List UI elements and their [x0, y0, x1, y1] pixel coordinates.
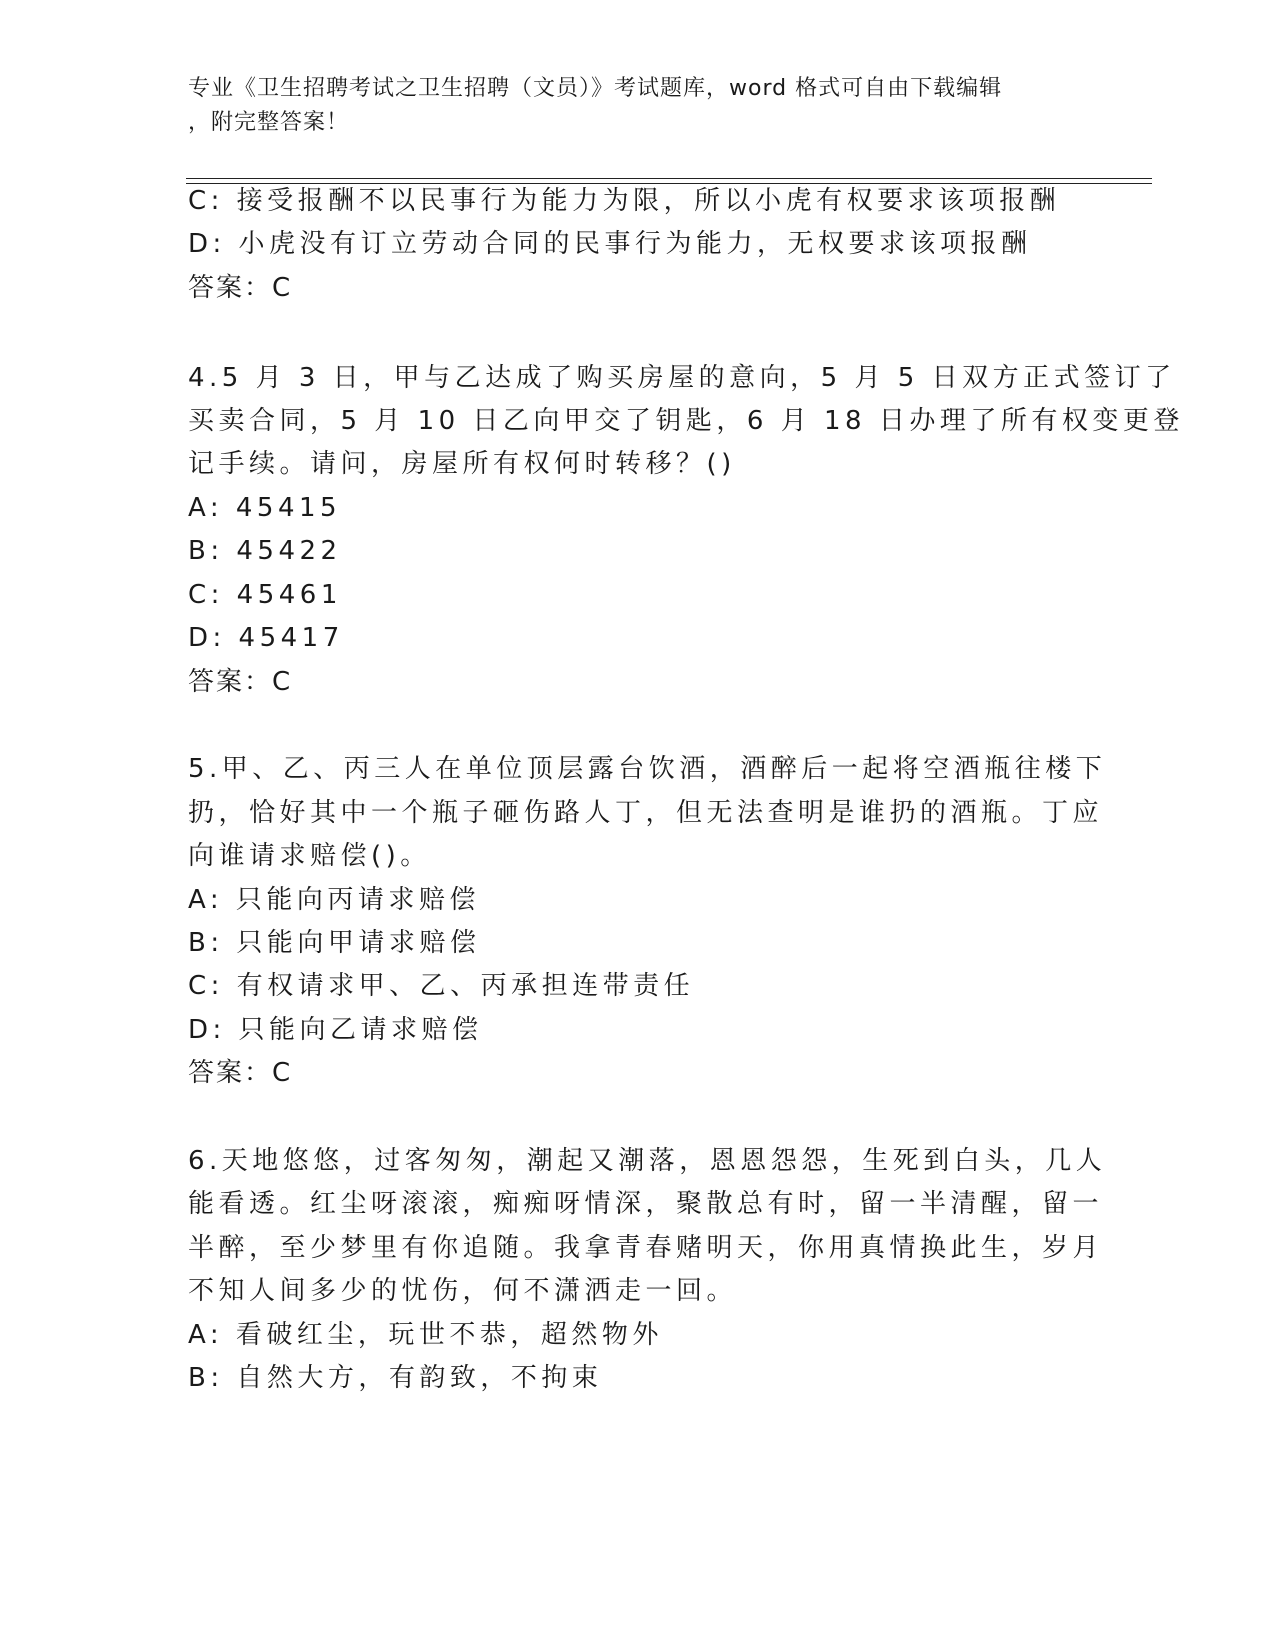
q5-option-d: D: 只能向乙请求赔偿 — [188, 1015, 483, 1045]
q4-option-b: B: 45422 — [188, 536, 342, 566]
prev-question-option-c: C: 接受报酬不以民事行为能力为限，所以小虎有权要求该项报酬 — [188, 186, 1061, 216]
header-divider-top — [186, 178, 1152, 179]
prev-question-option-d: D: 小虎没有订立劳动合同的民事行为能力，无权要求该项报酬 — [188, 229, 1032, 259]
q5-option-c: C: 有权请求甲、乙、丙承担连带责任 — [188, 971, 695, 1001]
document-header — [188, 72, 1068, 140]
q5-stem-line-2: 扔，恰好其中一个瓶子砸伤路人丁，但无法查明是谁扔的酒瓶。丁应 — [188, 798, 1104, 828]
q5-stem-line-3: 向谁请求赔偿()。 — [188, 841, 431, 871]
q6-stem-line-3: 半醉，至少梦里有你追随。我拿青春赌明天，你用真情换此生，岁月 — [188, 1233, 1104, 1263]
q4-stem-line-2: 买卖合同，5 月 10 日乙向甲交了钥匙，6 月 18 日办理了所有权变更登 — [188, 406, 1184, 436]
header-line-2: ，附完整答案！ — [188, 110, 350, 135]
q6-option-b: B: 自然大方，有韵致，不拘束 — [188, 1363, 603, 1393]
q4-option-d: D: 45417 — [188, 623, 344, 653]
q6-stem-line-2: 能看透。红尘呀滚滚，痴痴呀情深，聚散总有时，留一半清醒，留一 — [188, 1189, 1104, 1219]
q4-option-a: A: 45415 — [188, 493, 342, 523]
q4-answer: 答案：C — [188, 667, 293, 697]
q6-stem-line-4: 不知人间多少的忧伤，何不潇洒走一回。 — [188, 1276, 738, 1306]
prev-question-answer: 答案：C — [188, 273, 293, 303]
q5-option-a: A: 只能向丙请求赔偿 — [188, 885, 480, 915]
q5-option-b: B: 只能向甲请求赔偿 — [188, 928, 481, 958]
q4-option-c: C: 45461 — [188, 580, 342, 610]
q4-stem-line-3: 记手续。请问，房屋所有权何时转移？() — [188, 449, 736, 479]
q4-stem-line-1: 4.5 月 3 日，甲与乙达成了购买房屋的意向，5 月 5 日双方正式签订了 — [188, 363, 1176, 393]
q5-answer: 答案：C — [188, 1058, 293, 1088]
q6-stem-line-1: 6.天地悠悠，过客匆匆，潮起又潮落，恩恩怨怨，生死到白头，几人 — [188, 1146, 1107, 1176]
q5-stem-line-1: 5.甲、乙、丙三人在单位顶层露台饮酒，酒醉后一起将空酒瓶往楼下 — [188, 754, 1107, 784]
header-line-1: 专业《卫生招聘考试之卫生招聘（文员）》考试题库，word 格式可自由下载编辑 — [188, 76, 1003, 101]
q6-option-a: A: 看破红尘，玩世不恭，超然物外 — [188, 1320, 663, 1350]
